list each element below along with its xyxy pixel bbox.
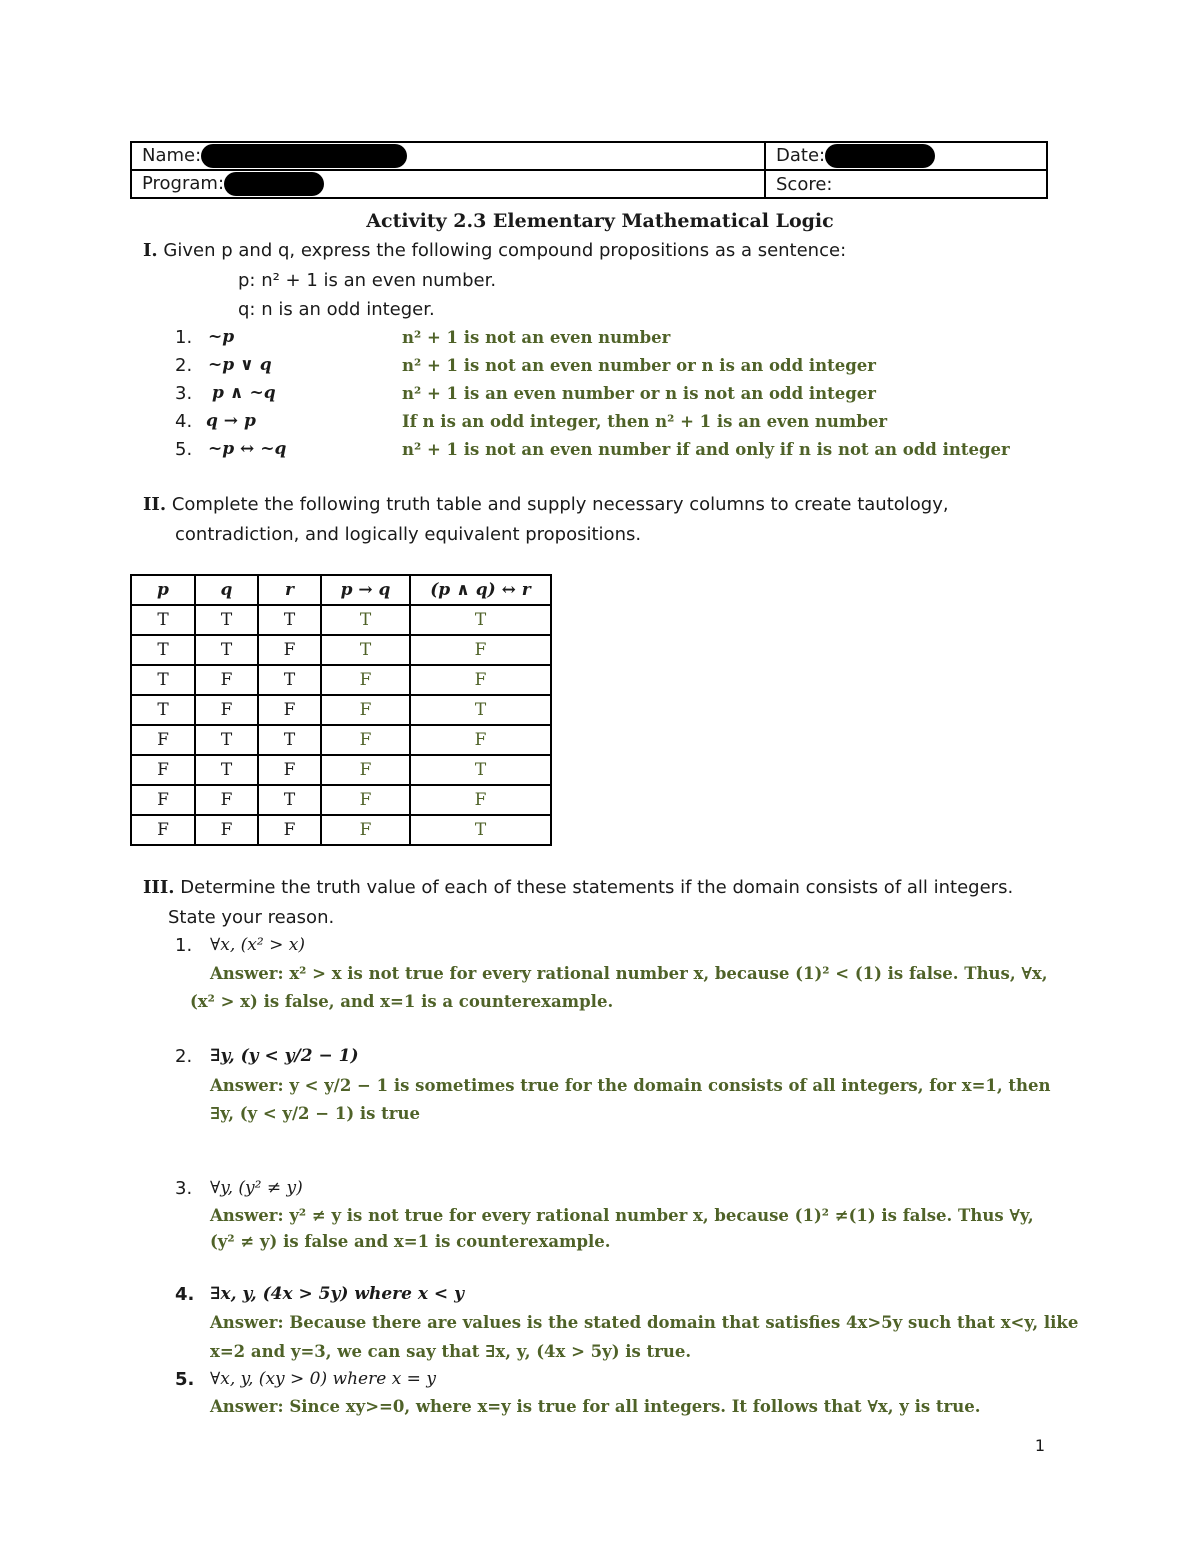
part3-item-statement: ∀x, (x² > x) xyxy=(210,935,305,955)
table-cell: T xyxy=(131,605,195,635)
p-definition: p: n² + 1 is an even number. xyxy=(238,270,497,291)
table-cell: T xyxy=(195,725,258,755)
part1-item-answer: n² + 1 is an even number or n is not an odd integer xyxy=(402,384,876,403)
table-cell: T xyxy=(195,635,258,665)
table-cell-answer: F xyxy=(410,635,551,665)
name-label: Name: xyxy=(142,145,202,166)
part2-instruction-line1 xyxy=(143,494,949,515)
table-cell: F xyxy=(195,665,258,695)
table-cell-answer: T xyxy=(321,635,410,665)
part3-item-answer-line2: (y² ≠ y) is false and x=1 is counterexample. xyxy=(210,1232,611,1251)
table-cell: F xyxy=(131,725,195,755)
col-header-q: q xyxy=(195,575,258,605)
table-cell-answer: F xyxy=(321,815,410,845)
date-label: Date: xyxy=(776,145,826,166)
q-definition: q: n is an odd integer. xyxy=(238,299,435,320)
table-cell: F xyxy=(195,815,258,845)
part1-item-answer: n² + 1 is not an even number or n is an odd integer xyxy=(402,356,876,375)
table-cell: F xyxy=(258,695,321,725)
table-cell-answer: F xyxy=(410,785,551,815)
table-row xyxy=(131,815,551,845)
part3-item-num: 5. xyxy=(175,1369,195,1390)
part1-item-expr: ~p xyxy=(208,327,235,347)
part1-instruction-line xyxy=(143,240,846,261)
table-cell: T xyxy=(131,635,195,665)
table-cell: F xyxy=(131,785,195,815)
table-cell: T xyxy=(258,785,321,815)
part3-item-answer-line1: Answer: Since xy>=0, where x=y is true for all integers. It follows that ∀x, y is true. xyxy=(210,1397,981,1416)
part1-item-expr: p ∧ ~q xyxy=(212,383,276,403)
score-cell xyxy=(765,170,1047,198)
table-cell-answer: F xyxy=(321,695,410,725)
table-cell: F xyxy=(258,815,321,845)
part1-item-num: 5. xyxy=(175,439,193,460)
score-label: Score: xyxy=(776,173,833,195)
table-cell-answer: F xyxy=(321,785,410,815)
table-row xyxy=(131,785,551,815)
name-cell xyxy=(131,142,765,170)
date-redaction xyxy=(825,144,935,168)
col-header-p-implies-q: p → q xyxy=(321,575,410,605)
table-cell: T xyxy=(131,695,195,725)
part1-number: I. xyxy=(143,240,158,261)
table-cell-answer: F xyxy=(321,725,410,755)
part1-item-num: 4. xyxy=(175,411,193,432)
part1-instruction: Given p and q, express the following compound propositions as a sentence: xyxy=(163,240,847,261)
table-cell-answer: T xyxy=(410,605,551,635)
part3-item-statement: ∀y, (y² ≠ y) xyxy=(210,1178,303,1198)
table-cell-answer: F xyxy=(321,755,410,785)
program-cell xyxy=(131,170,765,198)
table-cell: F xyxy=(131,815,195,845)
page-number: 1 xyxy=(1034,1436,1045,1455)
table-cell: T xyxy=(258,605,321,635)
table-cell: T xyxy=(195,605,258,635)
table-cell: T xyxy=(131,665,195,695)
part3-item-answer-line2: (x² > x) is false, and x=1 is a counterexample. xyxy=(190,992,614,1011)
table-cell: T xyxy=(258,665,321,695)
col-header-r: r xyxy=(258,575,321,605)
date-cell xyxy=(765,142,1047,170)
part3-item-answer-line1: Answer: y² ≠ y is not true for every rational number x, because (1)² ≠(1) is false. Thus ∀y, xyxy=(210,1206,1034,1225)
part1-item-num: 2. xyxy=(175,355,193,376)
part3-item-answer-line1: Answer: y < y/2 − 1 is sometimes true for the domain consists of all integers, for x=1, then xyxy=(210,1076,1051,1095)
table-cell: F xyxy=(258,635,321,665)
table-cell-answer: T xyxy=(410,755,551,785)
table-cell: F xyxy=(258,755,321,785)
table-cell-answer: F xyxy=(410,665,551,695)
part1-item-num: 3. xyxy=(175,383,193,404)
col-header-p: p xyxy=(131,575,195,605)
table-row xyxy=(131,725,551,755)
part3-number: III. xyxy=(143,877,175,898)
truth-table xyxy=(130,574,552,846)
part3-item-num: 2. xyxy=(175,1046,193,1067)
part3-item-num: 3. xyxy=(175,1178,193,1199)
student-info-table xyxy=(130,141,1048,199)
table-row xyxy=(131,695,551,725)
table-cell: F xyxy=(195,785,258,815)
part3-item-statement: ∃x, y, (4x > 5y) where x < y xyxy=(210,1284,464,1304)
part3-item-statement: ∃y, (y < y/2 − 1) xyxy=(210,1046,359,1066)
part3-item-answer-line1: Answer: x² > x is not true for every rational number x, because (1)² < (1) is false. Thus, ∀x, xyxy=(210,964,1048,983)
table-cell-answer: T xyxy=(410,815,551,845)
part3-instruction: Determine the truth value of each of these statements if the domain consists of all integers. xyxy=(180,877,1014,898)
program-label: Program: xyxy=(142,173,225,194)
part1-item-expr: q → p xyxy=(206,411,256,431)
table-row xyxy=(131,605,551,635)
col-header-biconditional: (p ∧ q) ↔ r xyxy=(410,575,551,605)
part1-item-answer: n² + 1 is not an even number if and only if n is not an odd integer xyxy=(402,440,1010,459)
part3-instruction-line1 xyxy=(143,877,1013,898)
table-cell: T xyxy=(258,725,321,755)
name-redaction xyxy=(201,144,407,168)
part2-instruction: Complete the following truth table and supply necessary columns to create tautology, xyxy=(171,494,949,515)
table-cell-answer: F xyxy=(321,665,410,695)
part3-item-num: 4. xyxy=(175,1284,195,1305)
part1-item-answer: If n is an odd integer, then n² + 1 is an even number xyxy=(402,412,888,431)
table-cell-answer: F xyxy=(410,725,551,755)
part3-item-num: 1. xyxy=(175,935,193,956)
table-cell: F xyxy=(195,695,258,725)
table-cell-answer: T xyxy=(410,695,551,725)
part3-item-statement: ∀x, y, (xy > 0) where x = y xyxy=(210,1369,436,1389)
part3-item-answer-line2: x=2 and y=3, we can say that ∃x, y, (4x > 5y) is true. xyxy=(210,1342,692,1361)
part2-instruction-line2: contradiction, and logically equivalent propositions. xyxy=(175,524,642,545)
part3-instruction-line2: State your reason. xyxy=(168,907,335,928)
program-redaction xyxy=(224,172,324,196)
part1-item-answer: n² + 1 is not an even number xyxy=(402,328,671,347)
table-row xyxy=(131,755,551,785)
table-cell-answer: T xyxy=(321,605,410,635)
table-row xyxy=(131,635,551,665)
table-cell: T xyxy=(195,755,258,785)
part2-number: II. xyxy=(143,494,167,515)
part1-item-expr: ~p ∨ q xyxy=(208,355,272,375)
table-cell: F xyxy=(131,755,195,785)
part3-item-answer-line1: Answer: Because there are values is the stated domain that satisfies 4x>5y such that x<y, like xyxy=(210,1313,1079,1332)
part1-item-num: 1. xyxy=(175,327,193,348)
part3-item-answer-line2: ∃y, (y < y/2 − 1) is true xyxy=(210,1104,420,1123)
part1-item-expr: ~p ↔ ~q xyxy=(208,439,287,459)
truth-table-header-row xyxy=(131,575,551,605)
page-title: Activity 2.3 Elementary Mathematical Logic xyxy=(366,210,834,232)
table-row xyxy=(131,665,551,695)
